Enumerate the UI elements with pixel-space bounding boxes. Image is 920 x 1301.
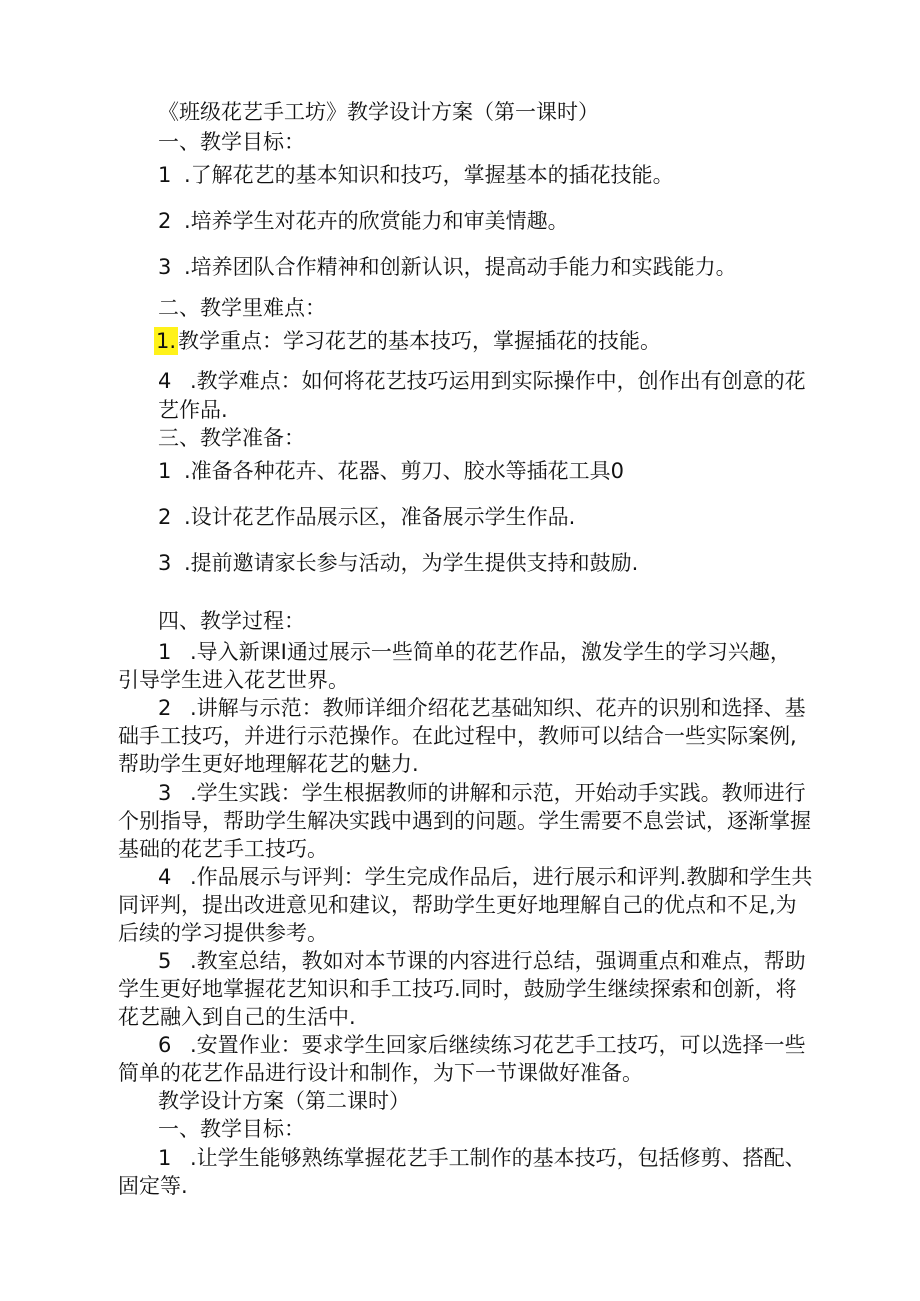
item-text: 花艺融入到自己的生活中.: [118, 1005, 356, 1029]
item-text: 引导学生进入花艺世界。: [118, 668, 349, 692]
section-heading-process: 四、教学过程：: [158, 609, 305, 633]
document-title: 《班级花艺手工坊》教学设计方案（第一课时）: [158, 100, 599, 124]
item-text: .准备各种花卉、花器、剪刀、胶水等插花工具0: [184, 459, 625, 483]
part2-title: 教学设计方案（第二课时）: [158, 1089, 410, 1113]
item-text: .设计花艺作品展示区，准备展示学生作品.: [184, 505, 576, 529]
item-text: 学生更好地掌握花艺知识和手工技巧.同时，鼓励学生继续探索和创新，将: [118, 977, 797, 1001]
item-number: 5: [158, 949, 172, 973]
list-item: [158, 253, 737, 281]
section-heading-key-points: 二、教学里难点：: [158, 296, 326, 320]
item-number: 6: [158, 1033, 172, 1057]
item-number: 1: [158, 163, 172, 187]
part2-heading-objectives: 一、教学目标：: [158, 1117, 305, 1141]
list-item: [154, 327, 661, 355]
list-item: [158, 161, 674, 189]
list-item: [158, 367, 806, 395]
item-number: 2: [158, 209, 172, 233]
item-text: 帮助学生更好地理解花艺的魅力.: [118, 752, 419, 776]
item-text: 础手工技巧，并进行示范操作。在此过程中，教师可以结合一些实际案例,: [118, 724, 797, 748]
list-item: [158, 457, 624, 485]
item-text: .教学难点：如何将花艺技巧运用到实际操作中，创作出有创意的花: [190, 369, 806, 393]
item-number: 4: [158, 369, 172, 393]
item-text: .安置作业：要求学生回家后继续练习花艺手工技巧，可以选择一些: [190, 1033, 806, 1057]
list-item: [158, 503, 575, 531]
item-number: 1: [158, 1146, 172, 1170]
item-number: 1: [158, 640, 172, 664]
item-text: .作品展示与评判：学生完成作品后，进行展示和评判.教脚和学生共: [190, 865, 813, 889]
list-item: [158, 549, 638, 577]
item-text: .了解花艺的基本知识和技巧，掌握基本的插花技能。: [184, 163, 674, 187]
item-text: 基础的花艺手工技巧。: [118, 837, 328, 861]
item-text: .导入新课I通过展示一些简单的花艺作品，激发学生的学习兴趣，: [190, 640, 791, 664]
item-number: 4: [158, 865, 172, 889]
item-text: .培养学生对花卉的欣赏能力和审美情趣。: [184, 209, 569, 233]
item-text: 同评判，提出改进意见和建议，帮助学生更好地理解自己的优点和不足,为: [118, 893, 797, 917]
item-number: 3: [158, 255, 172, 279]
item-text: .教室总结，教如对本节课的内容进行总结，强调重点和难点，帮助: [190, 949, 806, 973]
section-heading-preparation: 三、教学准备：: [158, 426, 305, 450]
item-number: 3: [158, 551, 172, 575]
item-number: 2: [158, 696, 172, 720]
item-text: 固定等.: [118, 1174, 188, 1198]
item-text: .培养团队合作精神和创新认识，提高动手能力和实践能力。: [184, 255, 737, 279]
item-continuation: 艺作品.: [158, 398, 228, 422]
item-text: 后续的学习提供参考。: [118, 921, 328, 945]
highlighted-number: 1.: [156, 329, 177, 353]
item-text: 个别指导，帮助学生解决实践中遇到的问题。学生需要不息尝试，逐渐掌握: [118, 809, 811, 833]
list-item: [158, 207, 569, 235]
item-text: 教学重点：学习花艺的基本技巧，掌握插花的技能。: [178, 329, 662, 353]
item-text: .讲解与示范：教师详细介绍花艺基础知织、花卉的识别和选择、基: [190, 696, 806, 720]
item-number: 3: [158, 781, 172, 805]
section-heading-objectives: 一、教学目标：: [158, 130, 305, 154]
item-text: .学生实践：学生根据教师的讲解和示范，开始动手实践。教师进行: [190, 781, 806, 805]
item-text: 简单的花艺作品进行设计和制作，为下一节课做好准备。: [118, 1061, 643, 1085]
item-number: 2: [158, 505, 172, 529]
item-text: .提前邀请家长参与活动，为学生提供支持和鼓励.: [184, 551, 639, 575]
item-text: .让学生能够熟练掌握花艺手工制作的基本技巧，包括修剪、搭配、: [190, 1146, 806, 1170]
item-number: 1: [158, 459, 172, 483]
